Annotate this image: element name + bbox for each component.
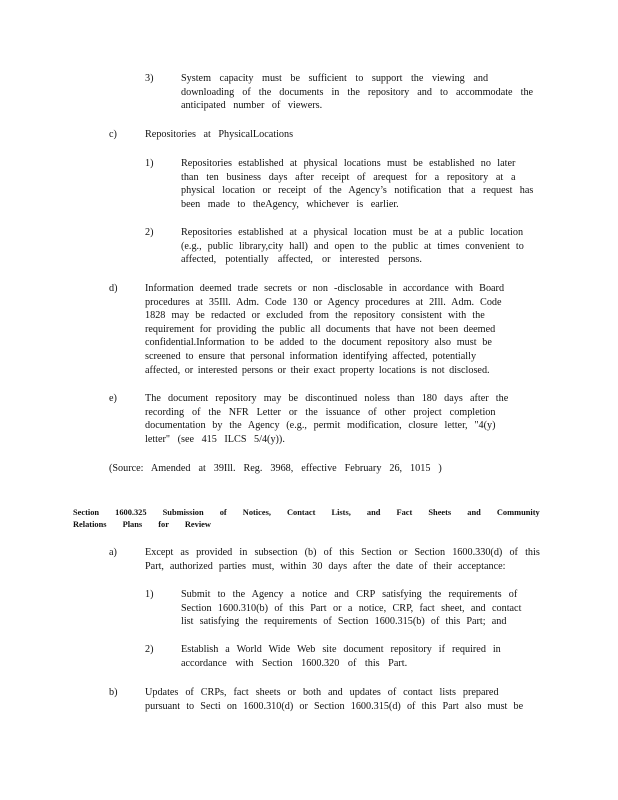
item-e-label: e): [109, 393, 117, 404]
item-3-label: 3): [145, 73, 154, 84]
text-line: accordance with Section 1600.320 of this Part.: [181, 657, 408, 669]
sec-b-label: b): [109, 687, 118, 698]
item-c2-label: 2): [145, 227, 154, 238]
text-line: Repositories at PhysicalLocations: [145, 129, 294, 140]
text-line: Relations Plans for Review: [73, 520, 211, 529]
text-line: anticipated number of viewers.: [181, 100, 323, 112]
text-line: 1828 may be redacted or excluded from the repository consistent with the: [145, 310, 485, 322]
text-line: requirement for providing the public all documents that have not been deemed: [145, 323, 496, 335]
item-e-text: [145, 392, 517, 446]
text-line: Repositories established at a physical location must be at a public location: [181, 227, 524, 238]
text-line: Part, authorized parties must, within 30 days after the date of their acceptance:: [145, 560, 506, 572]
text-line: Updates of CRPs, fact sheets or both and updates of contact lists prepared: [145, 687, 499, 698]
text-line: been made to theAgency, whichever is earlier.: [181, 198, 399, 210]
sec-a1-label: 1): [145, 589, 154, 600]
text-line: Establish a World Wide Web site document repository if required in: [181, 644, 501, 655]
item-3-text: [181, 72, 534, 113]
text-line: Section 1600.310(b) of this Part or a notice, CRP, fact sheet, and contact: [181, 602, 522, 614]
sec-a-text: [145, 546, 543, 573]
text-line: Submit to the Agency a notice and CRP satisfying the requirements of: [181, 589, 518, 600]
item-c-heading: [145, 128, 293, 142]
item-d-label: d): [109, 283, 118, 294]
text-line: confidential.Information to be added to the document repository also must be: [145, 337, 492, 349]
sec-a2-text: [181, 643, 511, 670]
text-line: screened to ensure that personal information identifying affected, potentially: [145, 350, 477, 362]
text-line: recording of the NFR Letter or the issuance of other project completion: [145, 406, 496, 418]
text-line: Section 1600.325 Submission of Notices, Contact Lists, and Fact Sheets and Community: [73, 508, 540, 517]
text-line: letter" (see 415 ILCS 5/4(y)).: [145, 433, 285, 445]
text-line: Repositories established at physical locations must be established no later: [181, 158, 516, 169]
text-line: (e.g., public library,city hall) and open to the public at times convenient to: [181, 240, 524, 252]
sec-a-label: a): [109, 547, 117, 558]
text-line: than ten business days after receipt of arequest for a repository at a: [181, 171, 516, 183]
item-c1-text: [181, 157, 537, 211]
section-heading: [73, 507, 540, 531]
text-line: documentation by the Agency (e.g., permit modification, closure letter, "4(y): [145, 420, 496, 432]
sec-a1-text: [181, 588, 521, 629]
text-line: pursuant to Secti on 1600.310(d) or Section 1600.315(d) of this Part also must be: [145, 700, 524, 712]
text-line: physical location or receipt of the Agency’s notification that a request has: [181, 185, 534, 197]
item-d-text: [145, 282, 523, 377]
text-line: Except as provided in subsection (b) of this Section or Section 1600.330(d) of this: [145, 547, 540, 558]
item-c2-text: [181, 226, 539, 267]
source-note: [109, 462, 442, 476]
text-line: affected, or interested persons or their exact property locations is not disclosed.: [145, 364, 490, 376]
text-line: System capacity must be sufficient to support the viewing and: [181, 73, 489, 84]
item-c1-label: 1): [145, 158, 154, 169]
text-line: procedures at 35Ill. Adm. Code 130 or Agency procedures at 2Ill. Adm. Code: [145, 296, 502, 308]
text-line: list satisfying the requirements of Section 1600.315(b) of this Part; and: [181, 616, 507, 628]
text-line: affected, potentially affected, or interested persons.: [181, 254, 422, 266]
text-line: The document repository may be discontinued noless than 180 days after the: [145, 393, 509, 404]
sec-b-text: [145, 686, 535, 713]
sec-a2-label: 2): [145, 644, 154, 655]
item-c-label: c): [109, 129, 117, 140]
text-line: downloading of the documents in the repository and to accommodate the: [181, 86, 534, 98]
text-line: Information deemed trade secrets or non -disclosable in accordance with Board: [145, 283, 505, 294]
text-line: (Source: Amended at 39Ill. Reg. 3968, effective February 26, 1015 ): [109, 463, 442, 474]
